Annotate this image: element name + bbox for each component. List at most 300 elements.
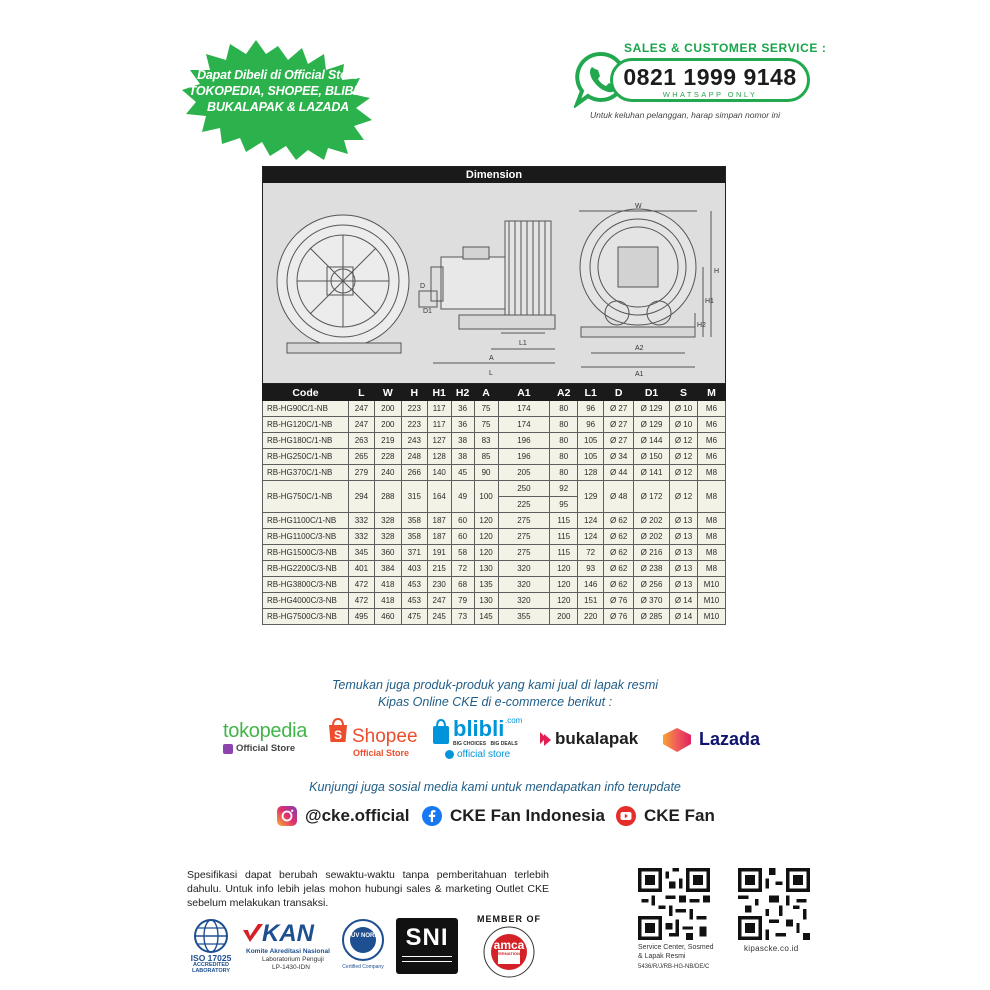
cell-h1: 215: [427, 561, 451, 577]
cell-w: 228: [374, 449, 401, 465]
cell-l: 294: [348, 481, 374, 513]
blibli-suffix: .com: [505, 716, 523, 725]
cell-d1: Ø 144: [634, 433, 670, 449]
cell-h: 371: [401, 545, 427, 561]
cell-l1: 128: [578, 465, 604, 481]
cell-l1: 129: [578, 481, 604, 513]
cell-h1: 187: [427, 513, 451, 529]
cell-a2: 115: [550, 545, 578, 561]
cell-l: 265: [348, 449, 374, 465]
cell-h: 403: [401, 561, 427, 577]
cell-l1: 146: [578, 577, 604, 593]
kan-line-3: LP-1430-IDN: [272, 964, 310, 971]
cell-h2: 58: [451, 545, 474, 561]
cell-d1: Ø 202: [634, 513, 670, 529]
blibli-name: blibli: [453, 716, 505, 741]
dim-label-a: A: [489, 355, 494, 362]
cell-w: 328: [374, 513, 401, 529]
tokopedia-logo[interactable]: [223, 714, 323, 764]
cell-w: 200: [374, 417, 401, 433]
cell-w: 360: [374, 545, 401, 561]
cell-h1: 127: [427, 433, 451, 449]
cell-l: 401: [348, 561, 374, 577]
front-view-drawing: [277, 215, 409, 353]
cell-w: 240: [374, 465, 401, 481]
cell-a1: 174: [498, 401, 550, 417]
whatsapp-only-label: WHATSAPP ONLY: [662, 90, 758, 99]
cell-m: M6: [697, 433, 725, 449]
sni-logo: [396, 918, 458, 974]
side-view-drawing: [419, 221, 555, 363]
dimension-drawing: [263, 183, 725, 383]
cell-l1: 72: [578, 545, 604, 561]
header-h2: H2: [451, 385, 474, 401]
contact-note: Untuk keluhan pelanggan, harap simpan nomor ini: [590, 110, 780, 120]
phone-pill[interactable]: [610, 58, 810, 102]
cell-h: 453: [401, 577, 427, 593]
cell-l1: 96: [578, 417, 604, 433]
cell-a2: 120: [550, 561, 578, 577]
cell-m: M8: [697, 465, 725, 481]
svg-text:S: S: [333, 728, 343, 742]
cell-l1: 124: [578, 513, 604, 529]
cell-d: Ø 62: [604, 545, 634, 561]
shopee-logo[interactable]: [327, 714, 427, 764]
cell-h: 243: [401, 433, 427, 449]
dimension-panel: [262, 166, 726, 384]
ecommerce-intro: [0, 677, 990, 711]
cell-w: 418: [374, 593, 401, 609]
globe-icon: [184, 918, 238, 954]
dim-label-l1: L1: [519, 340, 527, 347]
website-url: kipascke.co.id: [744, 944, 799, 953]
cell-s: Ø 10: [670, 401, 698, 417]
cell-a1: 275: [498, 513, 550, 529]
cell-s: Ø 14: [670, 593, 698, 609]
cell-h: 358: [401, 529, 427, 545]
facebook-link[interactable]: [422, 803, 605, 829]
cell-l: 247: [348, 417, 374, 433]
table-row: [263, 433, 726, 449]
cell-d: Ø 62: [604, 529, 634, 545]
ecommerce-intro-line-1: Temukan juga produk-produk yang kami jual di lapak resmi: [331, 678, 659, 692]
tokopedia-sub: Official Store: [236, 743, 296, 754]
bukalapak-name: bukalapak: [555, 729, 639, 748]
header-w: W: [374, 385, 401, 401]
cell-a: 120: [474, 545, 498, 561]
cell-h1: 230: [427, 577, 451, 593]
cell-h1: 117: [427, 417, 451, 433]
blibli-tag-2: BIG DEALS: [490, 741, 518, 747]
header-h1: H1: [427, 385, 451, 401]
cell-code: RB-HG120C/1-NB: [263, 417, 349, 433]
cell-h: 453: [401, 593, 427, 609]
cell-a: 145: [474, 609, 498, 625]
cell-code: RB-HG3800C/3-NB: [263, 577, 349, 593]
cell-w: 219: [374, 433, 401, 449]
cell-a: 135: [474, 577, 498, 593]
cell-l: 263: [348, 433, 374, 449]
cell-a: 130: [474, 561, 498, 577]
cell-a2: 115: [550, 529, 578, 545]
cell-a1: 196: [498, 433, 550, 449]
cell-a1b: 225: [498, 497, 550, 513]
social-intro: Kunjungi juga sosial media kami untuk mendapatkan info terupdate: [309, 780, 681, 794]
cell-code: RB-HG180C/1-NB: [263, 433, 349, 449]
cell-l1: 93: [578, 561, 604, 577]
cell-h: 358: [401, 513, 427, 529]
cell-a: 75: [474, 401, 498, 417]
cell-s: Ø 10: [670, 417, 698, 433]
table-row: [263, 593, 726, 609]
header-code: Code: [263, 385, 349, 401]
shopee-bag-icon: [327, 718, 349, 744]
cell-a1: 174: [498, 417, 550, 433]
verified-icon: [445, 750, 454, 759]
cell-d: Ø 27: [604, 417, 634, 433]
cell-code: RB-HG370C/1-NB: [263, 465, 349, 481]
cell-code: RB-HG4000C/3-NB: [263, 593, 349, 609]
qr-caption-service: Service Center, Sosmed & Lapak Resmi: [638, 944, 714, 960]
cell-d: Ø 27: [604, 433, 634, 449]
sni-name: SNI: [405, 924, 449, 951]
facebook-page: CKE Fan Indonesia: [450, 806, 605, 825]
phone-number: 0821 1999 9148: [623, 64, 797, 90]
cell-a2: 92: [550, 481, 578, 497]
sales-title: SALES & CUSTOMER SERVICE :: [624, 41, 827, 55]
disclaimer-text: Spesifikasi dapat berubah sewaktu-waktu tanpa pemberitahuan terlebih dahulu. Untuk info lebih jelas mohon hubungi sales & marketing Outlet CKE sebelum melakukan transaksi.: [187, 869, 549, 909]
iso-17025-logo: [184, 918, 238, 974]
cell-a: 130: [474, 593, 498, 609]
cell-d1: Ø 129: [634, 417, 670, 433]
header-d: D: [604, 385, 634, 401]
amca-name: amca: [493, 938, 525, 952]
table-row: [263, 545, 726, 561]
dim-label-h1: H1: [705, 298, 714, 305]
cell-s: Ø 13: [670, 545, 698, 561]
cell-s: Ø 14: [670, 609, 698, 625]
cell-l1: 124: [578, 529, 604, 545]
cell-l1: 151: [578, 593, 604, 609]
table-row: [263, 417, 726, 433]
header-m: M: [697, 385, 725, 401]
cell-d: Ø 62: [604, 577, 634, 593]
dim-label-a2: A2: [635, 345, 644, 352]
cell-d1: Ø 216: [634, 545, 670, 561]
cell-h2: 60: [451, 513, 474, 529]
cell-l1: 105: [578, 433, 604, 449]
cell-l: 472: [348, 577, 374, 593]
cell-d: Ø 44: [604, 465, 634, 481]
cell-h: 315: [401, 481, 427, 513]
cell-w: 200: [374, 401, 401, 417]
cell-h2: 79: [451, 593, 474, 609]
cell-l: 345: [348, 545, 374, 561]
cell-h1: 247: [427, 593, 451, 609]
cell-a1: 196: [498, 449, 550, 465]
amca-logo: [468, 912, 550, 978]
shopee-name: Shopee: [352, 726, 418, 747]
cell-w: 384: [374, 561, 401, 577]
table-row: [263, 513, 726, 529]
tuv-sub: Certified Company: [342, 964, 384, 970]
cell-h: 475: [401, 609, 427, 625]
cell-code: RB-HG2200C/3-NB: [263, 561, 349, 577]
cell-w: 288: [374, 481, 401, 513]
header-l1: L1: [578, 385, 604, 401]
table-row: [263, 577, 726, 593]
cell-h: 266: [401, 465, 427, 481]
cell-d1: Ø 202: [634, 529, 670, 545]
cell-h1: 187: [427, 529, 451, 545]
cell-a: 83: [474, 433, 498, 449]
spec-table-body: [263, 401, 726, 625]
cell-m: M10: [697, 593, 725, 609]
cell-code: RB-HG7500C/3-NB: [263, 609, 349, 625]
cell-a1: 250: [498, 481, 550, 497]
header-a2: A2: [550, 385, 578, 401]
tuv-nord-logo: [338, 918, 388, 974]
qr-code-website[interactable]: [738, 868, 810, 940]
cell-m: M8: [697, 481, 725, 513]
youtube-channel: CKE Fan: [644, 806, 715, 825]
cell-m: M6: [697, 449, 725, 465]
dim-label-h: H: [714, 268, 720, 275]
bukalapak-icon: [537, 730, 553, 748]
cell-w: 418: [374, 577, 401, 593]
cell-h: 223: [401, 401, 427, 417]
cell-h2: 60: [451, 529, 474, 545]
document-code: 5436/R/J/RB-HG-NB/DE/C: [638, 964, 710, 970]
lazada-heart-icon: [661, 724, 693, 754]
promo-text: [178, 67, 378, 115]
cell-a1: 320: [498, 561, 550, 577]
cell-d: Ø 62: [604, 513, 634, 529]
cell-a1: 320: [498, 593, 550, 609]
cell-a1: 275: [498, 529, 550, 545]
cell-l: 247: [348, 401, 374, 417]
dim-label-h2: H2: [697, 322, 706, 329]
cell-m: M8: [697, 513, 725, 529]
instagram-handle: @cke.official: [305, 806, 410, 825]
cell-code: RB-HG1100C/3-NB: [263, 529, 349, 545]
cell-s: Ø 13: [670, 577, 698, 593]
cell-l1: 96: [578, 401, 604, 417]
cell-a1: 205: [498, 465, 550, 481]
table-header-row: [263, 385, 726, 401]
cell-a1: 275: [498, 545, 550, 561]
cell-h2: 38: [451, 433, 474, 449]
youtube-icon: [616, 806, 636, 826]
tokopedia-name: tokopedia: [223, 720, 308, 742]
shopee-sub: Official Store: [353, 748, 410, 758]
cell-h2: 36: [451, 417, 474, 433]
cell-d1: Ø 172: [634, 481, 670, 513]
header-h: H: [401, 385, 427, 401]
table-row: [263, 465, 726, 481]
iso-number: ISO 17025: [190, 953, 232, 963]
cell-d: Ø 27: [604, 401, 634, 417]
cell-d1: Ø 150: [634, 449, 670, 465]
cell-h2: 38: [451, 449, 474, 465]
cell-s: Ø 12: [670, 481, 698, 513]
header-s: S: [670, 385, 698, 401]
cell-s: Ø 12: [670, 449, 698, 465]
blibli-logo[interactable]: [431, 714, 531, 764]
amca-sub: INTERNATIONAL: [492, 951, 526, 956]
cell-a1: 355: [498, 609, 550, 625]
cell-a2b: 95: [550, 497, 578, 513]
cell-h1: 117: [427, 401, 451, 417]
cell-m: M10: [697, 609, 725, 625]
amca-member-label: MEMBER OF: [477, 914, 541, 924]
dim-label-d: D: [420, 283, 426, 290]
iso-laboratory: LABORATORY: [191, 968, 231, 974]
table-row: [263, 609, 726, 625]
cell-d1: Ø 238: [634, 561, 670, 577]
cell-h2: 49: [451, 481, 474, 513]
cell-h2: 73: [451, 609, 474, 625]
instagram-link[interactable]: [277, 803, 409, 829]
cell-a: 120: [474, 529, 498, 545]
promo-line-1: Dapat Dibeli di Official Store: [197, 68, 359, 82]
cell-a2: 80: [550, 417, 578, 433]
cell-w: 328: [374, 529, 401, 545]
cell-d: Ø 76: [604, 609, 634, 625]
cell-d1: Ø 141: [634, 465, 670, 481]
cell-m: M8: [697, 561, 725, 577]
blibli-sub: official store: [457, 749, 511, 760]
cell-l: 495: [348, 609, 374, 625]
table-row: [263, 561, 726, 577]
table-row: [263, 449, 726, 465]
cell-m: M6: [697, 417, 725, 433]
cell-m: M6: [697, 401, 725, 417]
dimension-title: Dimension: [263, 167, 725, 183]
cell-m: M8: [697, 545, 725, 561]
kan-logo: [242, 920, 334, 976]
header-a1: A1: [498, 385, 550, 401]
cell-l: 332: [348, 513, 374, 529]
cell-code: RB-HG90C/1-NB: [263, 401, 349, 417]
cell-l1: 105: [578, 449, 604, 465]
cell-a2: 80: [550, 401, 578, 417]
table-row: [263, 481, 726, 497]
cell-h2: 45: [451, 465, 474, 481]
kan-line-2: Laboratorium Penguji: [262, 956, 324, 963]
cell-code: RB-HG750C/1-NB: [263, 481, 349, 513]
cell-h1: 140: [427, 465, 451, 481]
tuv-name: TÜV NORD: [347, 933, 379, 939]
kan-check-icon: [242, 922, 264, 944]
cell-d: Ø 62: [604, 561, 634, 577]
cell-a2: 115: [550, 513, 578, 529]
table-row: [263, 401, 726, 417]
rear-view-drawing: [579, 209, 711, 367]
cell-a: 75: [474, 417, 498, 433]
cell-d1: Ø 256: [634, 577, 670, 593]
cell-a: 85: [474, 449, 498, 465]
youtube-link[interactable]: [616, 803, 715, 829]
table-row: [263, 529, 726, 545]
cell-l: 332: [348, 529, 374, 545]
ecommerce-intro-line-2: Kipas Online CKE di e-commerce berikut :: [377, 695, 613, 709]
cell-d1: Ø 370: [634, 593, 670, 609]
qr-code-service-center[interactable]: [638, 868, 710, 940]
dim-label-w: W: [635, 203, 642, 210]
cell-l1: 220: [578, 609, 604, 625]
cell-h1: 245: [427, 609, 451, 625]
dim-label-d1: D1: [423, 308, 432, 315]
cell-a2: 120: [550, 593, 578, 609]
cell-a2: 80: [550, 449, 578, 465]
cell-h2: 36: [451, 401, 474, 417]
kan-line-1: Komite Akreditasi Nasional: [246, 948, 330, 955]
tuv-seal-icon: [341, 918, 385, 962]
official-badge-icon: [223, 744, 233, 754]
bukalapak-logo[interactable]: [537, 714, 655, 764]
cell-h: 223: [401, 417, 427, 433]
cell-a: 120: [474, 513, 498, 529]
dim-label-l: L: [489, 370, 493, 377]
cell-d: Ø 76: [604, 593, 634, 609]
store-logos: [215, 714, 775, 764]
cell-a: 100: [474, 481, 498, 513]
cell-m: M10: [697, 577, 725, 593]
cell-a1: 320: [498, 577, 550, 593]
cell-s: Ø 13: [670, 513, 698, 529]
cell-d: Ø 34: [604, 449, 634, 465]
cell-code: RB-HG250C/1-NB: [263, 449, 349, 465]
cell-h2: 72: [451, 561, 474, 577]
promo-line-2: TOKOPEDIA, SHOPEE, BLIBLI,: [188, 84, 368, 98]
cell-h2: 68: [451, 577, 474, 593]
cell-a2: 200: [550, 609, 578, 625]
lazada-name: Lazada: [699, 729, 761, 749]
cell-h1: 128: [427, 449, 451, 465]
cell-s: Ø 12: [670, 465, 698, 481]
cell-h1: 164: [427, 481, 451, 513]
facebook-icon: [422, 806, 442, 826]
cell-code: RB-HG1100C/1-NB: [263, 513, 349, 529]
cell-d: Ø 48: [604, 481, 634, 513]
cell-s: Ø 12: [670, 433, 698, 449]
cell-a2: 120: [550, 577, 578, 593]
cell-l: 279: [348, 465, 374, 481]
cell-s: Ø 13: [670, 529, 698, 545]
iso-accredited: ACCREDITED: [192, 962, 230, 968]
cell-d1: Ø 129: [634, 401, 670, 417]
cell-s: Ø 13: [670, 561, 698, 577]
blibli-bag-icon: [431, 718, 451, 746]
header-d1: D1: [634, 385, 670, 401]
cell-a2: 80: [550, 433, 578, 449]
promo-line-3: BUKALAPAK & LAZADA: [207, 100, 349, 114]
blibli-tag-1: BIG CHOICES: [453, 741, 487, 747]
official-store-badge: [178, 40, 378, 160]
instagram-icon: [277, 806, 297, 826]
dim-label-a1: A1: [635, 371, 644, 378]
cell-d1: Ø 285: [634, 609, 670, 625]
header-a: A: [474, 385, 498, 401]
cell-m: M8: [697, 529, 725, 545]
cell-a2: 80: [550, 465, 578, 481]
cell-w: 460: [374, 609, 401, 625]
cell-l: 472: [348, 593, 374, 609]
cell-a: 90: [474, 465, 498, 481]
lazada-logo[interactable]: [661, 714, 771, 764]
header-l: L: [348, 385, 374, 401]
